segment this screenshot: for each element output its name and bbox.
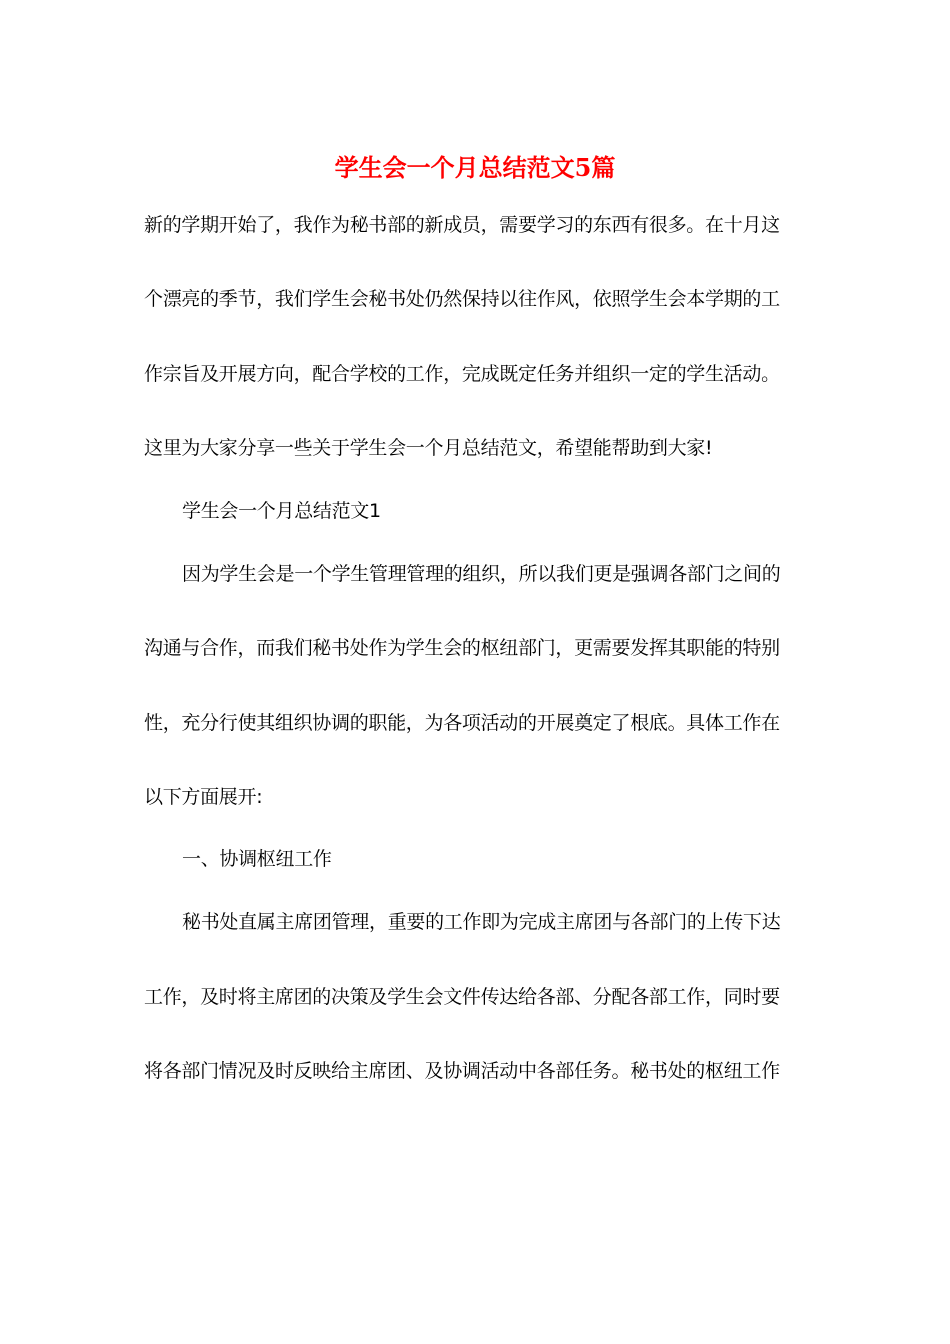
text-line-13: 将各部门情况及时反映给主席团、及协调活动中各部任务。秘书处的枢纽工作 (144, 1060, 780, 1082)
text-line-4: 这里为大家分享一些关于学生会一个月总结范文，希望能帮助到大家! (144, 437, 713, 459)
text-line-6: 因为学生会是一个学生管理管理的组织，所以我们更是强调各部门之间的 (182, 563, 781, 585)
section-heading-1: 学生会一个月总结范文1 (182, 500, 381, 522)
text-line-3: 作宗旨及开展方向，配合学校的工作，完成既定任务并组织一定的学生活动。 (144, 363, 780, 385)
text-line-8: 性，充分行使其组织协调的职能，为各项活动的开展奠定了根底。具体工作在 (144, 712, 780, 734)
text-line-11: 秘书处直属主席团管理，重要的工作即为完成主席团与各部门的上传下达 (182, 911, 781, 933)
text-line-7: 沟通与合作，而我们秘书处作为学生会的枢纽部门，更需要发挥其职能的特别 (144, 637, 780, 659)
text-line-2: 个漂亮的季节，我们学生会秘书处仍然保持以往作风，依照学生会本学期的工 (144, 288, 780, 310)
document-title: 学生会一个月总结范文5篇 (334, 153, 616, 182)
text-line-1: 新的学期开始了，我作为秘书部的新成员，需要学习的东西有很多。在十月这 (144, 214, 780, 236)
text-line-9: 以下方面展开: (144, 786, 263, 808)
section-heading-2: 一、协调枢纽工作 (182, 848, 332, 870)
text-line-12: 工作，及时将主席团的决策及学生会文件传达给各部、分配各部工作，同时要 (144, 986, 780, 1008)
